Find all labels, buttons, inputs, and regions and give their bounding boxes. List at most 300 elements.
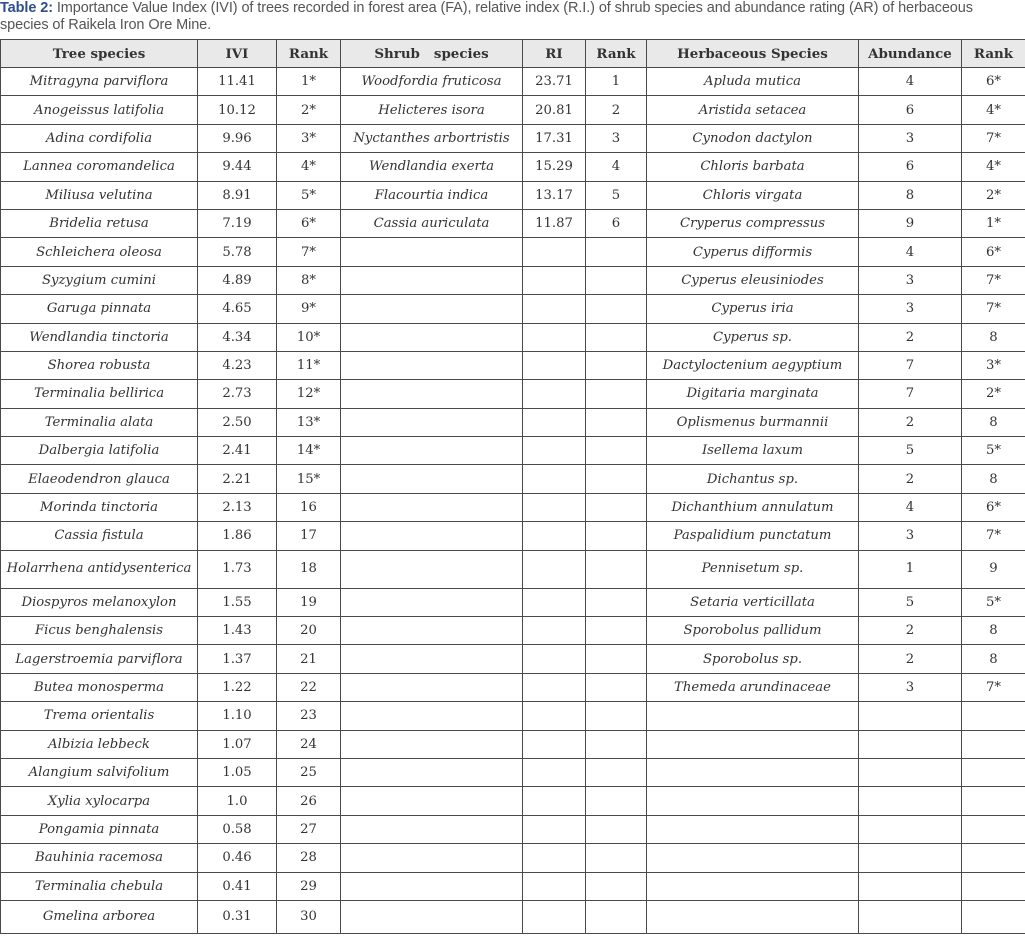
cell-tree-ivi: 2.73 bbox=[198, 380, 277, 408]
cell-shrub-ri bbox=[523, 617, 586, 645]
cell-tree-species: Lagerstroemia parviflora bbox=[1, 645, 198, 673]
cell-tree-rank: 14* bbox=[277, 437, 341, 465]
cell-shrub-rank bbox=[586, 673, 647, 701]
cell-herb-rank: 4* bbox=[962, 153, 1025, 181]
cell-herb-rank: 8 bbox=[962, 323, 1025, 351]
cell-herb-rank bbox=[962, 758, 1025, 786]
cell-herb-rank: 6* bbox=[962, 238, 1025, 266]
header-ri: RI bbox=[523, 40, 586, 68]
cell-tree-species: Holarrhena antidysenterica bbox=[1, 550, 198, 588]
cell-herb-abundance: 2 bbox=[859, 465, 962, 493]
cell-tree-ivi: 9.44 bbox=[198, 153, 277, 181]
cell-tree-rank: 12* bbox=[277, 380, 341, 408]
cell-shrub-ri bbox=[523, 522, 586, 550]
table-row bbox=[1, 588, 1025, 616]
cell-tree-species: Diospyros melanoxylon bbox=[1, 588, 198, 616]
cell-tree-ivi: 7.19 bbox=[198, 209, 277, 237]
cell-tree-species: Dalbergia latifolia bbox=[1, 437, 198, 465]
cell-tree-ivi: 11.41 bbox=[198, 68, 277, 96]
caption-text: Importance Value Index (IVI) of trees recorded in forest area (FA), relative index (R.I.) of shrub species and abundance rating (AR) of herbaceous species of Raikela Iron Ore Mine. bbox=[0, 0, 973, 33]
cell-tree-species: Bridelia retusa bbox=[1, 209, 198, 237]
cell-herb-rank: 4* bbox=[962, 96, 1025, 124]
cell-shrub-rank bbox=[586, 872, 647, 900]
table-row bbox=[1, 295, 1025, 323]
cell-shrub-species bbox=[341, 493, 523, 521]
table-row bbox=[1, 550, 1025, 588]
header-abundance: Abundance bbox=[859, 40, 962, 68]
cell-herb-abundance: 2 bbox=[859, 617, 962, 645]
cell-tree-species: Alangium salvifolium bbox=[1, 758, 198, 786]
cell-herb-species bbox=[647, 730, 859, 758]
cell-tree-ivi: 4.23 bbox=[198, 351, 277, 379]
species-table bbox=[0, 39, 1025, 934]
cell-tree-ivi: 1.10 bbox=[198, 702, 277, 730]
table-row bbox=[1, 730, 1025, 758]
header-shrub-rank: Rank bbox=[586, 40, 647, 68]
table-row bbox=[1, 758, 1025, 786]
cell-herb-rank: 5* bbox=[962, 588, 1025, 616]
cell-herb-rank: 8 bbox=[962, 465, 1025, 493]
cell-shrub-ri: 23.71 bbox=[523, 68, 586, 96]
cell-shrub-rank bbox=[586, 702, 647, 730]
cell-tree-rank: 13* bbox=[277, 408, 341, 436]
cell-shrub-ri bbox=[523, 238, 586, 266]
cell-herb-abundance: 4 bbox=[859, 238, 962, 266]
cell-herb-species: Sporobolus sp. bbox=[647, 645, 859, 673]
cell-tree-rank: 28 bbox=[277, 844, 341, 872]
cell-tree-rank: 30 bbox=[277, 900, 341, 933]
cell-shrub-species bbox=[341, 550, 523, 588]
cell-shrub-species bbox=[341, 238, 523, 266]
cell-herb-abundance: 7 bbox=[859, 351, 962, 379]
cell-shrub-rank bbox=[586, 266, 647, 294]
cell-herb-abundance: 2 bbox=[859, 323, 962, 351]
cell-tree-ivi: 1.07 bbox=[198, 730, 277, 758]
cell-herb-species bbox=[647, 900, 859, 933]
header-ivi: IVI bbox=[198, 40, 277, 68]
cell-tree-ivi: 1.05 bbox=[198, 758, 277, 786]
cell-shrub-ri bbox=[523, 844, 586, 872]
cell-shrub-species: Helicteres isora bbox=[341, 96, 523, 124]
cell-shrub-rank bbox=[586, 645, 647, 673]
cell-shrub-rank bbox=[586, 588, 647, 616]
cell-tree-ivi: 2.21 bbox=[198, 465, 277, 493]
cell-shrub-rank: 1 bbox=[586, 68, 647, 96]
table-body bbox=[1, 68, 1025, 934]
table-row bbox=[1, 351, 1025, 379]
cell-shrub-rank bbox=[586, 900, 647, 933]
cell-herb-species: Dactyloctenium aegyptium bbox=[647, 351, 859, 379]
cell-shrub-species: Wendlandia exerta bbox=[341, 153, 523, 181]
header-row bbox=[1, 40, 1025, 68]
cell-herb-abundance bbox=[859, 844, 962, 872]
cell-shrub-ri bbox=[523, 351, 586, 379]
cell-shrub-species bbox=[341, 437, 523, 465]
table-row bbox=[1, 522, 1025, 550]
cell-shrub-species bbox=[341, 872, 523, 900]
cell-shrub-species: Woodfordia fruticosa bbox=[341, 68, 523, 96]
cell-shrub-rank: 2 bbox=[586, 96, 647, 124]
cell-tree-rank: 15* bbox=[277, 465, 341, 493]
cell-herb-species: Cyperus sp. bbox=[647, 323, 859, 351]
cell-shrub-ri bbox=[523, 465, 586, 493]
cell-tree-rank: 25 bbox=[277, 758, 341, 786]
cell-herb-species: Chloris virgata bbox=[647, 181, 859, 209]
cell-shrub-species bbox=[341, 266, 523, 294]
cell-herb-abundance: 5 bbox=[859, 588, 962, 616]
cell-shrub-species bbox=[341, 645, 523, 673]
cell-herb-abundance: 4 bbox=[859, 493, 962, 521]
cell-herb-rank: 3* bbox=[962, 351, 1025, 379]
cell-shrub-species: Cassia auriculata bbox=[341, 209, 523, 237]
cell-shrub-ri: 20.81 bbox=[523, 96, 586, 124]
table-row bbox=[1, 238, 1025, 266]
cell-shrub-ri bbox=[523, 758, 586, 786]
cell-herb-species: Cyperus eleusiniodes bbox=[647, 266, 859, 294]
cell-herb-rank bbox=[962, 872, 1025, 900]
cell-tree-ivi: 0.41 bbox=[198, 872, 277, 900]
cell-shrub-species bbox=[341, 758, 523, 786]
cell-herb-species: Sporobolus pallidum bbox=[647, 617, 859, 645]
cell-tree-ivi: 0.58 bbox=[198, 815, 277, 843]
cell-tree-species: Albizia lebbeck bbox=[1, 730, 198, 758]
cell-tree-ivi: 1.0 bbox=[198, 787, 277, 815]
cell-herb-rank bbox=[962, 702, 1025, 730]
cell-shrub-rank bbox=[586, 730, 647, 758]
cell-tree-rank: 19 bbox=[277, 588, 341, 616]
caption-label: Table 2: bbox=[0, 0, 53, 16]
cell-tree-species: Bauhinia racemosa bbox=[1, 844, 198, 872]
table-row bbox=[1, 124, 1025, 152]
cell-herb-species bbox=[647, 815, 859, 843]
cell-tree-rank: 22 bbox=[277, 673, 341, 701]
cell-herb-species: Pennisetum sp. bbox=[647, 550, 859, 588]
cell-tree-species: Xylia xylocarpa bbox=[1, 787, 198, 815]
cell-shrub-ri bbox=[523, 900, 586, 933]
cell-shrub-ri bbox=[523, 550, 586, 588]
table-row bbox=[1, 844, 1025, 872]
cell-shrub-rank bbox=[586, 295, 647, 323]
cell-herb-rank: 2* bbox=[962, 380, 1025, 408]
cell-tree-ivi: 1.86 bbox=[198, 522, 277, 550]
table-row bbox=[1, 266, 1025, 294]
cell-herb-rank bbox=[962, 730, 1025, 758]
cell-herb-rank: 6* bbox=[962, 68, 1025, 96]
cell-shrub-rank bbox=[586, 408, 647, 436]
cell-shrub-rank bbox=[586, 787, 647, 815]
cell-tree-ivi: 10.12 bbox=[198, 96, 277, 124]
cell-shrub-species bbox=[341, 408, 523, 436]
cell-shrub-species bbox=[341, 815, 523, 843]
cell-shrub-ri bbox=[523, 588, 586, 616]
cell-shrub-ri bbox=[523, 493, 586, 521]
cell-tree-rank: 9* bbox=[277, 295, 341, 323]
cell-tree-species: Shorea robusta bbox=[1, 351, 198, 379]
cell-herb-abundance: 3 bbox=[859, 522, 962, 550]
cell-shrub-species bbox=[341, 673, 523, 701]
cell-shrub-ri bbox=[523, 380, 586, 408]
cell-tree-rank: 17 bbox=[277, 522, 341, 550]
cell-herb-abundance: 3 bbox=[859, 673, 962, 701]
cell-tree-rank: 2* bbox=[277, 96, 341, 124]
cell-shrub-ri bbox=[523, 702, 586, 730]
cell-shrub-rank bbox=[586, 323, 647, 351]
cell-shrub-rank bbox=[586, 493, 647, 521]
cell-tree-rank: 5* bbox=[277, 181, 341, 209]
table-row bbox=[1, 465, 1025, 493]
cell-shrub-rank bbox=[586, 380, 647, 408]
cell-tree-rank: 1* bbox=[277, 68, 341, 96]
table-row bbox=[1, 702, 1025, 730]
cell-shrub-rank bbox=[586, 844, 647, 872]
cell-herb-species: Paspalidium punctatum bbox=[647, 522, 859, 550]
cell-shrub-ri: 11.87 bbox=[523, 209, 586, 237]
cell-herb-species bbox=[647, 758, 859, 786]
cell-tree-ivi: 5.78 bbox=[198, 238, 277, 266]
cell-tree-species: Pongamia pinnata bbox=[1, 815, 198, 843]
cell-herb-rank bbox=[962, 844, 1025, 872]
cell-herb-species: Cyperus iria bbox=[647, 295, 859, 323]
cell-shrub-ri: 17.31 bbox=[523, 124, 586, 152]
cell-tree-ivi: 4.34 bbox=[198, 323, 277, 351]
table-row bbox=[1, 380, 1025, 408]
cell-tree-rank: 7* bbox=[277, 238, 341, 266]
cell-herb-abundance: 5 bbox=[859, 437, 962, 465]
cell-shrub-species bbox=[341, 844, 523, 872]
cell-herb-species bbox=[647, 844, 859, 872]
cell-shrub-species: Flacourtia indica bbox=[341, 181, 523, 209]
cell-herb-abundance bbox=[859, 730, 962, 758]
cell-tree-ivi: 2.50 bbox=[198, 408, 277, 436]
table-row bbox=[1, 787, 1025, 815]
cell-shrub-ri bbox=[523, 673, 586, 701]
cell-herb-abundance: 6 bbox=[859, 96, 962, 124]
cell-tree-species: Terminalia bellirica bbox=[1, 380, 198, 408]
header-herb-rank: Rank bbox=[962, 40, 1025, 68]
cell-herb-rank: 7* bbox=[962, 124, 1025, 152]
cell-herb-abundance: 2 bbox=[859, 645, 962, 673]
cell-herb-rank: 7* bbox=[962, 673, 1025, 701]
cell-shrub-ri: 15.29 bbox=[523, 153, 586, 181]
cell-tree-rank: 18 bbox=[277, 550, 341, 588]
cell-herb-species: Themeda arundinaceae bbox=[647, 673, 859, 701]
cell-herb-species: Oplismenus burmannii bbox=[647, 408, 859, 436]
cell-shrub-ri bbox=[523, 872, 586, 900]
cell-shrub-ri bbox=[523, 266, 586, 294]
cell-herb-rank bbox=[962, 815, 1025, 843]
cell-herb-species: Cynodon dactylon bbox=[647, 124, 859, 152]
cell-tree-rank: 23 bbox=[277, 702, 341, 730]
cell-shrub-species bbox=[341, 323, 523, 351]
cell-herb-rank: 8 bbox=[962, 408, 1025, 436]
cell-tree-ivi: 2.41 bbox=[198, 437, 277, 465]
cell-herb-rank: 8 bbox=[962, 645, 1025, 673]
cell-tree-rank: 6* bbox=[277, 209, 341, 237]
cell-tree-species: Syzygium cumini bbox=[1, 266, 198, 294]
cell-tree-species: Butea monosperma bbox=[1, 673, 198, 701]
cell-herb-species: Isellema laxum bbox=[647, 437, 859, 465]
cell-shrub-species bbox=[341, 522, 523, 550]
cell-herb-abundance bbox=[859, 872, 962, 900]
cell-herb-rank: 1* bbox=[962, 209, 1025, 237]
cell-shrub-ri: 13.17 bbox=[523, 181, 586, 209]
cell-shrub-ri bbox=[523, 815, 586, 843]
cell-shrub-species bbox=[341, 465, 523, 493]
cell-tree-rank: 10* bbox=[277, 323, 341, 351]
cell-herb-abundance: 8 bbox=[859, 181, 962, 209]
cell-herb-species bbox=[647, 702, 859, 730]
cell-shrub-ri bbox=[523, 787, 586, 815]
cell-shrub-rank: 6 bbox=[586, 209, 647, 237]
cell-herb-rank bbox=[962, 900, 1025, 933]
cell-shrub-rank: 3 bbox=[586, 124, 647, 152]
cell-tree-species: Cassia fistula bbox=[1, 522, 198, 550]
cell-tree-ivi: 4.89 bbox=[198, 266, 277, 294]
cell-tree-rank: 16 bbox=[277, 493, 341, 521]
cell-tree-rank: 3* bbox=[277, 124, 341, 152]
cell-tree-rank: 24 bbox=[277, 730, 341, 758]
cell-herb-species bbox=[647, 872, 859, 900]
cell-shrub-ri bbox=[523, 295, 586, 323]
cell-herb-species: Chloris barbata bbox=[647, 153, 859, 181]
cell-tree-species: Gmelina arborea bbox=[1, 900, 198, 933]
cell-herb-rank: 2* bbox=[962, 181, 1025, 209]
cell-tree-species: Terminalia alata bbox=[1, 408, 198, 436]
cell-herb-abundance: 6 bbox=[859, 153, 962, 181]
cell-tree-ivi: 8.91 bbox=[198, 181, 277, 209]
cell-tree-ivi: 1.22 bbox=[198, 673, 277, 701]
cell-herb-species: Setaria verticillata bbox=[647, 588, 859, 616]
cell-shrub-species bbox=[341, 702, 523, 730]
header-tree-species: Tree species bbox=[1, 40, 198, 68]
cell-tree-species: Mitragyna parviflora bbox=[1, 68, 198, 96]
cell-herb-abundance: 1 bbox=[859, 550, 962, 588]
cell-tree-species: Miliusa velutina bbox=[1, 181, 198, 209]
cell-herb-abundance: 9 bbox=[859, 209, 962, 237]
cell-shrub-rank bbox=[586, 465, 647, 493]
cell-tree-species: Elaeodendron glauca bbox=[1, 465, 198, 493]
table-row bbox=[1, 617, 1025, 645]
cell-shrub-rank bbox=[586, 351, 647, 379]
cell-shrub-rank: 5 bbox=[586, 181, 647, 209]
cell-tree-species: Adina cordifolia bbox=[1, 124, 198, 152]
cell-shrub-rank bbox=[586, 758, 647, 786]
cell-tree-rank: 8* bbox=[277, 266, 341, 294]
cell-herb-rank: 6* bbox=[962, 493, 1025, 521]
cell-shrub-species bbox=[341, 900, 523, 933]
cell-shrub-species bbox=[341, 588, 523, 616]
cell-herb-abundance: 3 bbox=[859, 295, 962, 323]
cell-shrub-ri bbox=[523, 437, 586, 465]
cell-shrub-rank: 4 bbox=[586, 153, 647, 181]
cell-herb-species bbox=[647, 787, 859, 815]
cell-tree-ivi: 4.65 bbox=[198, 295, 277, 323]
cell-herb-rank: 7* bbox=[962, 266, 1025, 294]
cell-herb-rank: 7* bbox=[962, 522, 1025, 550]
cell-tree-species: Terminalia chebula bbox=[1, 872, 198, 900]
cell-shrub-ri bbox=[523, 323, 586, 351]
cell-herb-abundance: 2 bbox=[859, 408, 962, 436]
cell-tree-ivi: 1.43 bbox=[198, 617, 277, 645]
cell-tree-ivi: 2.13 bbox=[198, 493, 277, 521]
cell-herb-abundance: 3 bbox=[859, 124, 962, 152]
table-row bbox=[1, 68, 1025, 96]
cell-herb-rank: 9 bbox=[962, 550, 1025, 588]
cell-shrub-ri bbox=[523, 408, 586, 436]
cell-herb-abundance bbox=[859, 815, 962, 843]
cell-tree-species: Anogeissus latifolia bbox=[1, 96, 198, 124]
cell-tree-rank: 29 bbox=[277, 872, 341, 900]
cell-shrub-ri bbox=[523, 730, 586, 758]
cell-shrub-species bbox=[341, 730, 523, 758]
cell-herb-abundance: 3 bbox=[859, 266, 962, 294]
cell-herb-abundance: 7 bbox=[859, 380, 962, 408]
cell-shrub-species bbox=[341, 295, 523, 323]
cell-herb-abundance bbox=[859, 758, 962, 786]
header-herbaceous-species: Herbaceous Species bbox=[647, 40, 859, 68]
cell-tree-species: Garuga pinnata bbox=[1, 295, 198, 323]
cell-shrub-species bbox=[341, 787, 523, 815]
table-caption bbox=[0, 0, 1025, 34]
cell-tree-ivi: 9.96 bbox=[198, 124, 277, 152]
cell-herb-abundance: 4 bbox=[859, 68, 962, 96]
table-row bbox=[1, 209, 1025, 237]
table-row bbox=[1, 815, 1025, 843]
cell-tree-species: Lannea coromandelica bbox=[1, 153, 198, 181]
table-row bbox=[1, 872, 1025, 900]
cell-herb-abundance bbox=[859, 787, 962, 815]
cell-shrub-species: Nyctanthes arbortristis bbox=[341, 124, 523, 152]
header-tree-rank: Rank bbox=[277, 40, 341, 68]
cell-tree-rank: 26 bbox=[277, 787, 341, 815]
table-row bbox=[1, 181, 1025, 209]
cell-shrub-species bbox=[341, 351, 523, 379]
cell-tree-rank: 21 bbox=[277, 645, 341, 673]
cell-herb-species: Cryperus compressus bbox=[647, 209, 859, 237]
table-row bbox=[1, 493, 1025, 521]
cell-tree-rank: 4* bbox=[277, 153, 341, 181]
cell-herb-species: Dichantus sp. bbox=[647, 465, 859, 493]
cell-herb-rank: 5* bbox=[962, 437, 1025, 465]
cell-tree-rank: 11* bbox=[277, 351, 341, 379]
cell-herb-species: Apluda mutica bbox=[647, 68, 859, 96]
cell-shrub-rank bbox=[586, 815, 647, 843]
table-row bbox=[1, 673, 1025, 701]
cell-herb-abundance bbox=[859, 702, 962, 730]
cell-tree-rank: 20 bbox=[277, 617, 341, 645]
header-shrub-species: Shrub species bbox=[341, 40, 523, 68]
cell-shrub-rank bbox=[586, 437, 647, 465]
table-row bbox=[1, 645, 1025, 673]
table-row bbox=[1, 437, 1025, 465]
table-row bbox=[1, 153, 1025, 181]
cell-tree-ivi: 0.31 bbox=[198, 900, 277, 933]
table-row bbox=[1, 96, 1025, 124]
cell-herb-rank: 8 bbox=[962, 617, 1025, 645]
cell-herb-species: Digitaria marginata bbox=[647, 380, 859, 408]
cell-tree-species: Trema orientalis bbox=[1, 702, 198, 730]
cell-shrub-species bbox=[341, 617, 523, 645]
cell-herb-rank bbox=[962, 787, 1025, 815]
cell-tree-rank: 27 bbox=[277, 815, 341, 843]
cell-shrub-ri bbox=[523, 645, 586, 673]
cell-herb-abundance bbox=[859, 900, 962, 933]
cell-tree-ivi: 1.73 bbox=[198, 550, 277, 588]
cell-tree-species: Morinda tinctoria bbox=[1, 493, 198, 521]
cell-tree-ivi: 0.46 bbox=[198, 844, 277, 872]
cell-tree-ivi: 1.37 bbox=[198, 645, 277, 673]
cell-tree-species: Schleichera oleosa bbox=[1, 238, 198, 266]
